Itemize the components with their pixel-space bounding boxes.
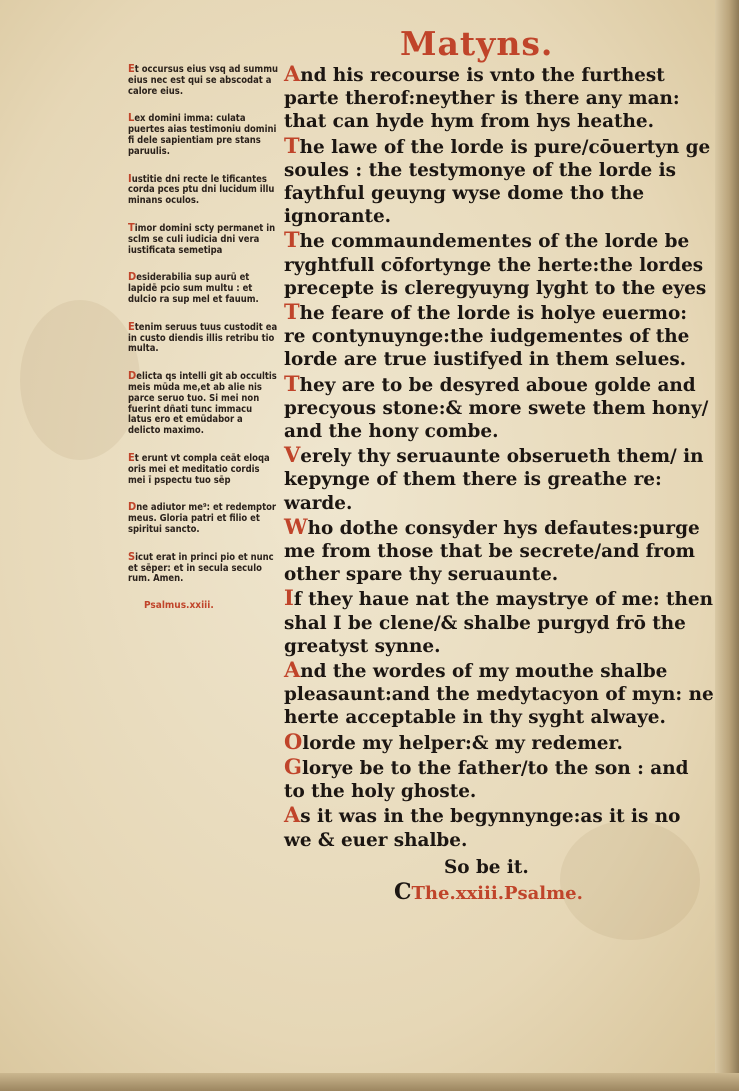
sidebar-verse (128, 64, 278, 97)
verse-paragraph (284, 803, 714, 851)
sidebar-verse (128, 113, 278, 157)
latin-sidebar (128, 64, 278, 612)
sidebar-verse-text: ex domini imma: culata puertes aias testimoniu domini fi dele sapientiam pre stans paruulis. (128, 113, 277, 157)
verse-paragraph (284, 515, 714, 587)
verse-text: f they haue nat the maystrye of me: then shal I be clene/& shalbe purgyd frō the greatyst synne. (284, 589, 713, 657)
pilcrow-mark: C (394, 878, 412, 905)
initial-capital: A (284, 657, 301, 683)
initial-capital: S (128, 549, 136, 563)
sidebar-verse-text: ustitie dni recte le tificantes corda pces ptu dni lucidum illu minans oculos. (128, 173, 275, 207)
verse-text: he lawe of the lorde is pure/cōuertyn ge soules : the testymonye of the lorde is faythful geuyng wyse dome tho the ignorante. (284, 136, 711, 228)
verse-text: he feare of the lorde is holye euermo: re contynuynge:the iudgementes of the lorde are true iustifyed in them selues. (284, 303, 690, 371)
english-text-column (284, 62, 714, 905)
initial-capital: E (128, 450, 135, 464)
initial-capital: V (284, 442, 301, 468)
verse-text: hey are to be desyred aboue golde and precyous stone:& more swete them hony/ and the hony combe. (284, 374, 709, 443)
initial-capital: L (128, 111, 135, 125)
initial-capital: D (128, 270, 137, 284)
sidebar-verse-text: elicta qs intelli git ab occultis meis mūda me,et ab alie nis parce seruo tuo. Si mei non fuerint dñati tunc immacu latus ero et emūdabor a delicto maximo. (128, 371, 277, 437)
verse-text: lorye be to the father/to the son : and to the holy ghoste. (284, 757, 689, 803)
initial-capital: T (284, 299, 300, 325)
psalm-heading-text: The.xxiii.Psalme. (411, 882, 583, 904)
sidebar-verse (128, 272, 278, 305)
psalm-heading (284, 878, 714, 905)
initial-capital: E (128, 62, 135, 75)
verse-paragraph (284, 300, 714, 372)
verse-paragraph (284, 372, 714, 444)
sidebar-verse-text: t erunt vt compla ceāt eloqa oris mei et meditatio cordis mei ī pspectu tuo sēp (128, 452, 270, 486)
initial-capital: T (128, 220, 135, 234)
verse-paragraph (284, 658, 714, 730)
sidebar-verse-text: imor domini scty permanet in sclm se culi iudicia dni vera iustificata semetipa (128, 222, 276, 256)
verse-paragraph (284, 730, 714, 755)
verse-paragraph (284, 586, 714, 658)
sidebar-verse (128, 220, 278, 256)
sidebar-verse-text: tenim seruus tuus custodit ea in custo diendis illis retribu tio multa. (128, 321, 278, 355)
page-title: Matyns. (400, 24, 554, 63)
initial-capital: W (284, 513, 308, 539)
initial-capital: I (284, 585, 294, 611)
initial-capital: T (284, 227, 300, 253)
verse-paragraph (284, 134, 714, 229)
initial-capital: O (284, 728, 303, 754)
initial-capital: E (128, 319, 135, 333)
sidebar-verse (128, 450, 278, 486)
sidebar-verse (128, 502, 278, 535)
initial-capital: A (284, 61, 301, 86)
sidebar-verse-text: esiderabilia sup aurū et lapidē pcio sum multu : et dulcio ra sup mel et fauum. (128, 272, 259, 305)
page-edge (715, 0, 739, 1091)
initial-capital: T (284, 132, 300, 158)
sidebar-verse-text: t occursus eius vsq ad summu eius nec est qui se abscodat a calore eius. (128, 64, 279, 97)
sidebar-verse-text: icut erat in princi pio et nunc et sēper: et in secula seculo rum. Amen. (128, 551, 274, 585)
initial-capital: T (284, 370, 300, 396)
initial-capital: G (284, 753, 302, 779)
initial-capital: D (128, 500, 137, 514)
sidebar-verse-text: ne adiutor me⁹: et redemptor meus. Gloria patri et filio et spiritui sancto. (128, 502, 277, 535)
verse-text: s it was in the begynnynge:as it is no we & euer shalbe. (284, 806, 681, 851)
verse-paragraph (284, 228, 714, 300)
verse-paragraph (284, 443, 714, 515)
sidebar-verse (128, 319, 278, 355)
sidebar-footer: Psalmus.xxiii. (144, 600, 214, 612)
verse-text: nd the wordes of my mouthe shalbe pleasaunt:and the medytacyon of myn: ne herte acceptable in thy syght alwaye. (284, 661, 714, 729)
verse-text: he commaundementes of the lorde be ryghtfull cōfortynge the herte:the lordes precepte is cleregyuyng lyght to the eyes (284, 231, 707, 299)
paper-stain (20, 300, 140, 460)
verse-text: lorde my helper:& my redemer. (302, 732, 623, 754)
sidebar-verse (128, 371, 278, 437)
verse-text: ho dothe consyder hys defautes:purge me from those that be secrete/and from other spare thy seruaunte. (284, 517, 700, 586)
verse-paragraph (284, 755, 714, 803)
verse-text: erely thy seruaunte obserueth them/ in kepynge of them there is greathe re: warde. (284, 446, 704, 514)
initial-capital: D (128, 369, 137, 383)
verse-text: nd his recourse is vnto the furthest parte therof:neyther is there any man: that can hyde hym from hys heathe. (284, 65, 680, 133)
closing-line: So be it. (444, 856, 529, 878)
initial-capital: A (284, 802, 301, 828)
verse-paragraph (284, 62, 714, 134)
sidebar-verse (128, 171, 278, 207)
bottom-edge (0, 1073, 739, 1091)
sidebar-verse (128, 549, 278, 585)
initial-capital: I (128, 171, 132, 185)
